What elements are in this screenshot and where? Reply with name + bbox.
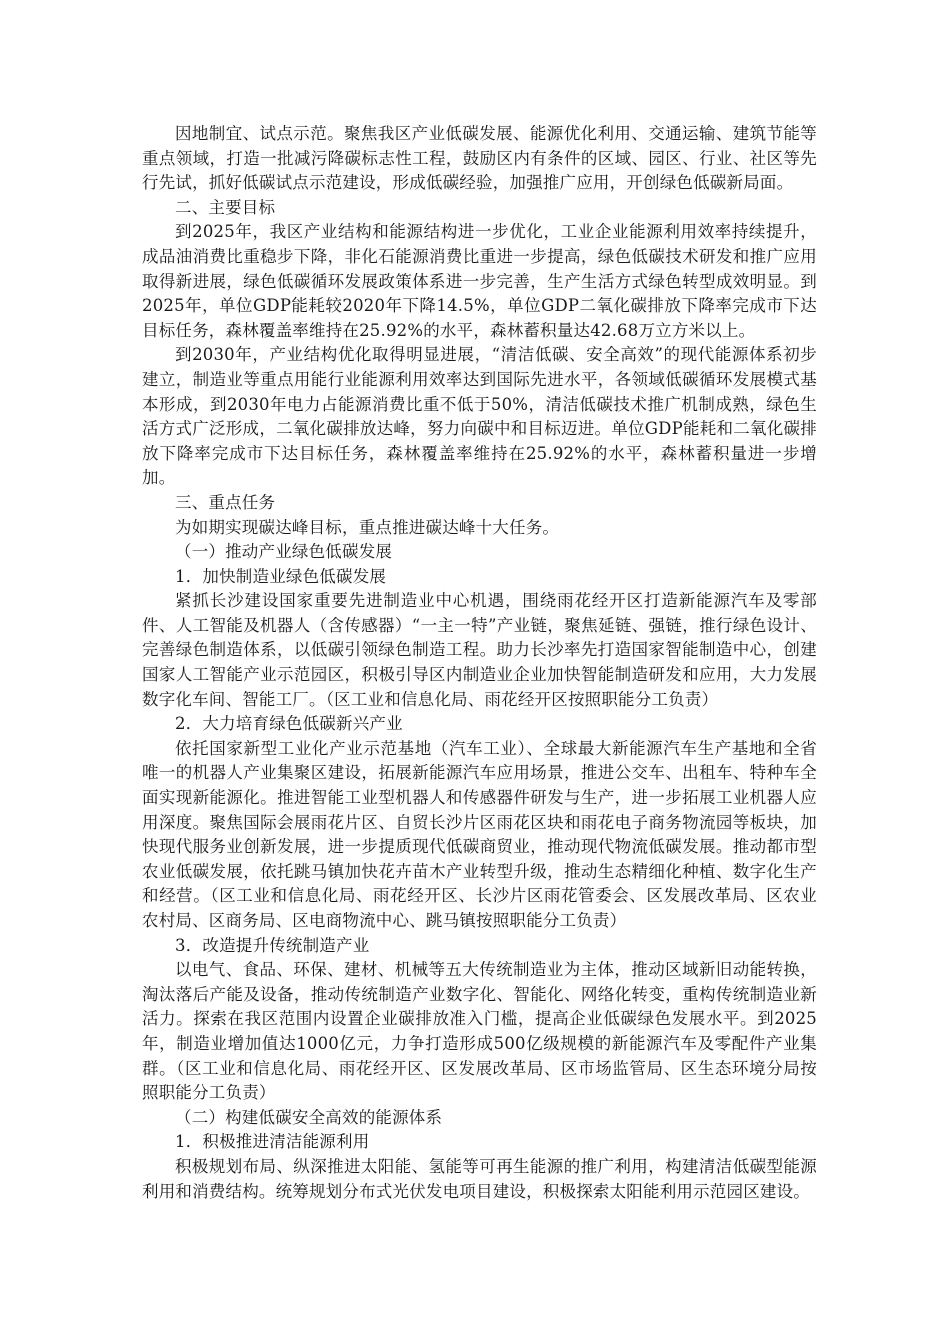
subsection-heading-energy-system: （二）构建低碳安全高效的能源体系 xyxy=(175,1107,443,1127)
section-heading-main-goals: 二、主要目标 xyxy=(175,197,276,217)
item-heading-emerging-industries: 2．大力培育绿色低碳新兴产业 xyxy=(175,714,403,734)
paragraph-key-tasks-intro: 为如期实现碳达峰目标，重点推进碳达峰十大任务。 xyxy=(175,517,560,537)
item-heading-traditional-manufacturing: 3．改造提升传统制造产业 xyxy=(175,935,370,955)
paragraph-principle: 因地制宜、试点示范。聚焦我区产业低碳发展、能源优化利用、交通运输、建筑节能等重点领域，打造一批减污降碳标志性工程，鼓励区内有条件的区域、园区、行业、社区等先行先试，抓好低碳试点示范建设，形成低碳经验，加强推广应用，开创绿色低碳新局面。 xyxy=(142,124,817,193)
item-heading-clean-energy: 1．积极推进清洁能源利用 xyxy=(175,1132,370,1152)
subsection-heading-industry: （一）推动产业绿色低碳发展 xyxy=(175,542,393,562)
paragraph-emerging-industries: 依托国家新型工业化产业示范基地（汽车工业）、全球最大新能源汽车生产基地和全省唯一的机器人产业集聚区建设，拓展新能源汽车应用场景，推进公交车、出租车、特种车全面实现新能源化。推进智能工业型机器人和传感器件研发与生产，进一步拓展工业机器人应用深度。聚焦国际会展雨花片区、自贸长沙片区雨花区块和雨花电子商务物流园等板块，加快现代服务业创新发展，进一步提质现代低碳商贸业，推动现代物流低碳发展。推动都市型农业低碳发展，依托跳马镇加快花卉苗木产业转型升级，推动生态精细化种植、数字化生产和经营。（区工业和信息化局、雨花经开区、长沙片区雨花管委会、区发展改革局、区农业农村局、区商务局、区电商物流中心、跳马镇按照职能分工负责） xyxy=(142,738,817,930)
document-body xyxy=(142,122,817,1204)
paragraph-goals-2025: 到2025年，我区产业结构和能源结构进一步优化，工业企业能源利用效率持续提升，成品油消费比重稳步下降，非化石能源消费比重进一步提高，绿色低碳技术研发和推广应用取得新进展，绿色低碳循环发展政策体系进一步完善，生产生活方式绿色转型成效明显。到2025年，单位GDP能耗较2020年下降14.5%，单位GDP二氧化碳排放下降率完成市下达目标任务，森林覆盖率维持在25.92%的水平，森林蓄积量达42.68万立方米以上。 xyxy=(142,222,817,340)
item-heading-manufacturing: 1．加快制造业绿色低碳发展 xyxy=(175,566,387,586)
paragraph-manufacturing: 紧抓长沙建设国家重要先进制造业中心机遇，围绕雨花经开区打造新能源汽车及零部件、人工智能及机器人（含传感器）“一主一特”产业链，聚焦延链、强链，推行绿色设计、完善绿色制造体系，以低碳引领绿色制造工程。助力长沙率先打造国家智能制造中心，创建国家人工智能产业示范园区，积极引导区内制造业企业加快智能制造研发和应用，大力发展数字化车间、智能工厂。（区工业和信息化局、雨花经开区按照职能分工负责） xyxy=(142,591,817,709)
paragraph-goals-2030: 到2030年，产业结构优化取得明显进展，“清洁低碳、安全高效”的现代能源体系初步建立，制造业等重点用能行业能源利用效率达到国际先进水平，各领域低碳循环发展模式基本形成，到2030年电力占能源消费比重不低于50%，清洁低碳技术推广机制成熟，绿色生活方式广泛形成，二氧化碳排放达峰，努力向碳中和目标迈进。单位GDP能耗和二氧化碳排放下降率完成市下达目标任务，森林覆盖率维持在25.92%的水平，森林蓄积量进一步增加。 xyxy=(142,345,817,488)
paragraph-traditional-manufacturing: 以电气、食品、环保、建材、机械等五大传统制造业为主体，推动区域新旧动能转换，淘汰落后产能及设备，推动传统制造产业数字化、智能化、网络化转变，重构传统制造业新活力。探索在我区范围内设置企业碳排放准入门槛，提高企业低碳绿色发展水平。到2025年，制造业增加值达1000亿元，力争打造形成500亿级规模的新能源汽车及零配件产业集群。（区工业和信息化局、雨花经开区、区发展改革局、区市场监管局、区生态环境分局按照职能分工负责） xyxy=(142,960,817,1103)
paragraph-clean-energy: 积极规划布局、纵深推进太阳能、氢能等可再生能源的推广利用，构建清洁低碳型能源利用和消费结构。统筹规划分布式光伏发电项目建设，积极探索太阳能利用示范园区建设。 xyxy=(142,1156,817,1201)
section-heading-key-tasks: 三、重点任务 xyxy=(175,492,276,512)
